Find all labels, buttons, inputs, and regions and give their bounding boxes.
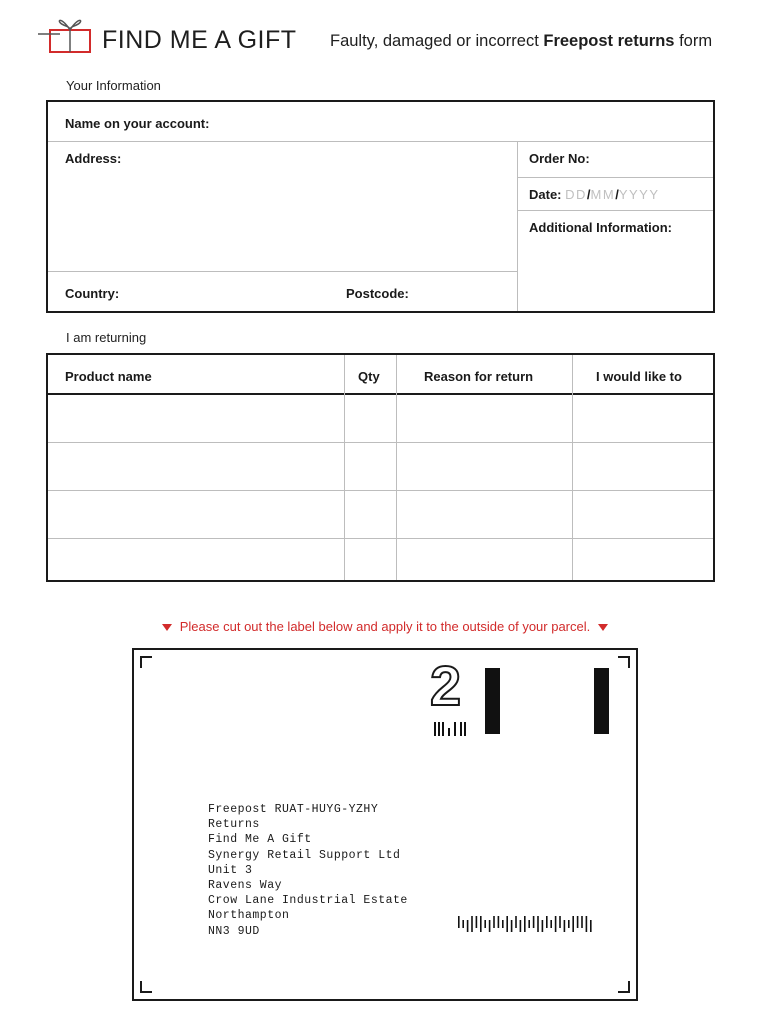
triangle-down-icon <box>162 624 172 631</box>
address-line: Ravens Way <box>208 879 283 893</box>
small-barcode-icon <box>434 722 470 736</box>
date-month-placeholder: MM <box>590 187 616 202</box>
date-day-placeholder: DD <box>565 187 587 202</box>
page-header <box>36 12 726 62</box>
additional-information-field[interactable]: Additional Information: <box>529 220 672 235</box>
freepost-label <box>132 648 638 1001</box>
column-header-would-like-to: I would like to <box>596 369 682 384</box>
would-like-to-cell[interactable] <box>573 539 713 580</box>
date-field[interactable] <box>529 187 660 202</box>
would-like-to-cell[interactable] <box>573 491 713 538</box>
product-name-cell[interactable] <box>48 491 344 538</box>
crop-mark-icon <box>140 656 152 668</box>
qty-cell[interactable] <box>345 443 396 490</box>
qty-cell[interactable] <box>345 539 396 580</box>
indicia-bar <box>594 668 609 734</box>
postcode-field[interactable]: Postcode: <box>346 286 409 301</box>
divider <box>48 141 713 142</box>
returns-table <box>46 353 715 582</box>
would-like-to-cell[interactable] <box>573 443 713 490</box>
reason-cell[interactable] <box>397 395 572 442</box>
order-number-field[interactable]: Order No: <box>529 151 590 166</box>
divider <box>517 177 713 178</box>
divider <box>517 141 518 311</box>
product-name-cell[interactable] <box>48 539 344 580</box>
product-name-cell[interactable] <box>48 395 344 442</box>
form-title-bold: Freepost returns <box>543 32 675 50</box>
qty-cell[interactable] <box>345 395 396 442</box>
date-label: Date: <box>529 187 562 202</box>
return-address <box>208 802 408 939</box>
address-line: NN3 9UD <box>208 924 260 938</box>
reason-cell[interactable] <box>397 443 572 490</box>
indicia-bar <box>485 668 500 734</box>
column-header-qty: Qty <box>358 369 380 384</box>
crop-mark-icon <box>618 981 630 993</box>
address-field[interactable]: Address: <box>65 151 122 166</box>
reason-cell[interactable] <box>397 539 572 580</box>
country-field[interactable]: Country: <box>65 286 120 301</box>
brand-name: FIND ME A GIFT <box>102 26 297 54</box>
name-on-account-field[interactable]: Name on your account: <box>65 116 210 131</box>
qty-cell[interactable] <box>345 491 396 538</box>
address-line: Synergy Retail Support Ltd <box>208 848 401 862</box>
your-information-box <box>46 100 715 313</box>
form-title-prefix: Faulty, damaged or incorrect <box>330 32 544 50</box>
gift-box-logo-icon <box>36 12 94 56</box>
address-line: Find Me A Gift <box>208 833 312 847</box>
form-title-suffix: form <box>674 32 713 50</box>
address-line: Unit 3 <box>208 863 253 877</box>
i-am-returning-heading: I am returning <box>66 330 147 345</box>
triangle-down-icon <box>598 624 608 631</box>
date-year-placeholder: YYYY <box>618 187 660 202</box>
mail-barcode-icon <box>458 916 598 932</box>
form-title <box>330 32 712 51</box>
would-like-to-cell[interactable] <box>573 395 713 442</box>
column-header-reason: Reason for return <box>424 369 534 384</box>
date-separator: / <box>586 187 591 202</box>
address-line: Northampton <box>208 909 290 923</box>
column-header-product-name: Product name <box>65 369 152 384</box>
address-line: Returns <box>208 818 260 832</box>
service-class-number: 2 <box>430 654 462 717</box>
date-separator: / <box>615 187 619 202</box>
address-line: Crow Lane Industrial Estate <box>208 894 408 908</box>
address-line: Freepost RUAT-HUYG-YZHY <box>208 803 379 816</box>
cut-out-instruction <box>0 619 770 634</box>
divider <box>517 210 713 211</box>
crop-mark-icon <box>618 656 630 668</box>
crop-mark-icon <box>140 981 152 993</box>
product-name-cell[interactable] <box>48 443 344 490</box>
cut-out-instruction-text: Please cut out the label below and apply it to the outside of your parcel. <box>179 619 591 634</box>
your-information-heading: Your Information <box>66 78 161 93</box>
reason-cell[interactable] <box>397 491 572 538</box>
divider <box>48 271 517 272</box>
